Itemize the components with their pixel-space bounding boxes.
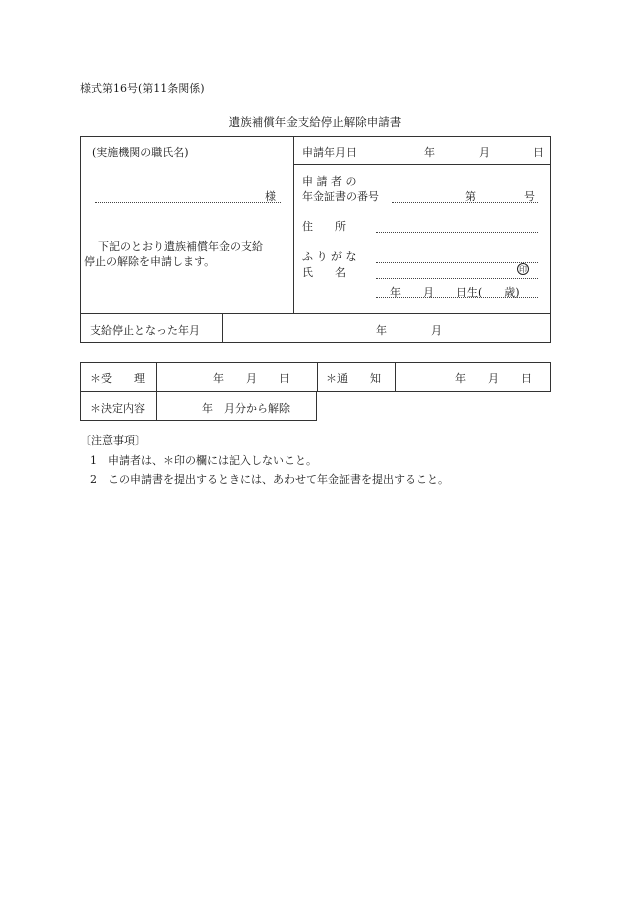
year-label: 年 [424,146,435,159]
day-label: 日 [533,146,544,159]
seal-icon: 印 [519,265,527,274]
sama-label: 様 [265,190,276,203]
application-date-label: 申請年月日 [302,146,357,159]
request-text-line2: 停止の解除を申請します。 [84,255,216,268]
column-divider [395,362,396,392]
dai-label: 第 [465,190,476,203]
notice-date: 年 月 日 [455,372,532,385]
receipt-label: ＊受 理 [90,372,145,385]
notice-label: ＊通 知 [326,372,381,385]
notes-heading: 〔注意事項〕 [80,434,146,447]
column-divider [156,362,157,421]
certificate-number-label: 年金証書の番号 [302,190,379,203]
month-label: 月 [479,146,490,159]
org-label: (実施機関の職氏名) [92,146,189,159]
address-field[interactable] [376,232,538,233]
page-title: 遺族補償年金支給停止解除申請書 [228,115,402,129]
suspension-value[interactable]: 年 月 [376,324,442,337]
birth-date-field[interactable] [376,297,538,298]
row-divider [293,164,551,165]
birth-date-text: 年 月 日生( 歳) [390,286,520,299]
note-item: 1 申請者は、＊印の欄には記入しないこと。 [90,454,317,467]
decision-label: ＊決定内容 [90,402,145,415]
vertical-divider [293,136,294,314]
applicant-label: 申 請 者 の [302,175,357,188]
name-field[interactable] [376,278,538,279]
decision-value: 年 月分から解除 [202,402,290,415]
address-label: 住 所 [302,220,346,233]
note-item: 2 この申請書を提出するときには、あわせて年金証書を提出すること。 [90,473,449,486]
receipt-date: 年 月 日 [213,372,290,385]
furigana-field[interactable] [376,262,538,263]
request-text-line1: 下記のとおり遺族補償年金の支給 [98,240,263,253]
column-divider [222,314,223,343]
gou-label: 号 [524,190,535,203]
column-divider [317,362,318,392]
suspension-label: 支給停止となった年月 [90,324,200,337]
org-name-field[interactable] [95,202,281,203]
furigana-label: ふ り が な [302,250,357,263]
form-number: 様式第16号(第11条関係) [80,82,205,95]
row-divider [80,313,551,314]
name-label: 氏 名 [302,266,346,279]
